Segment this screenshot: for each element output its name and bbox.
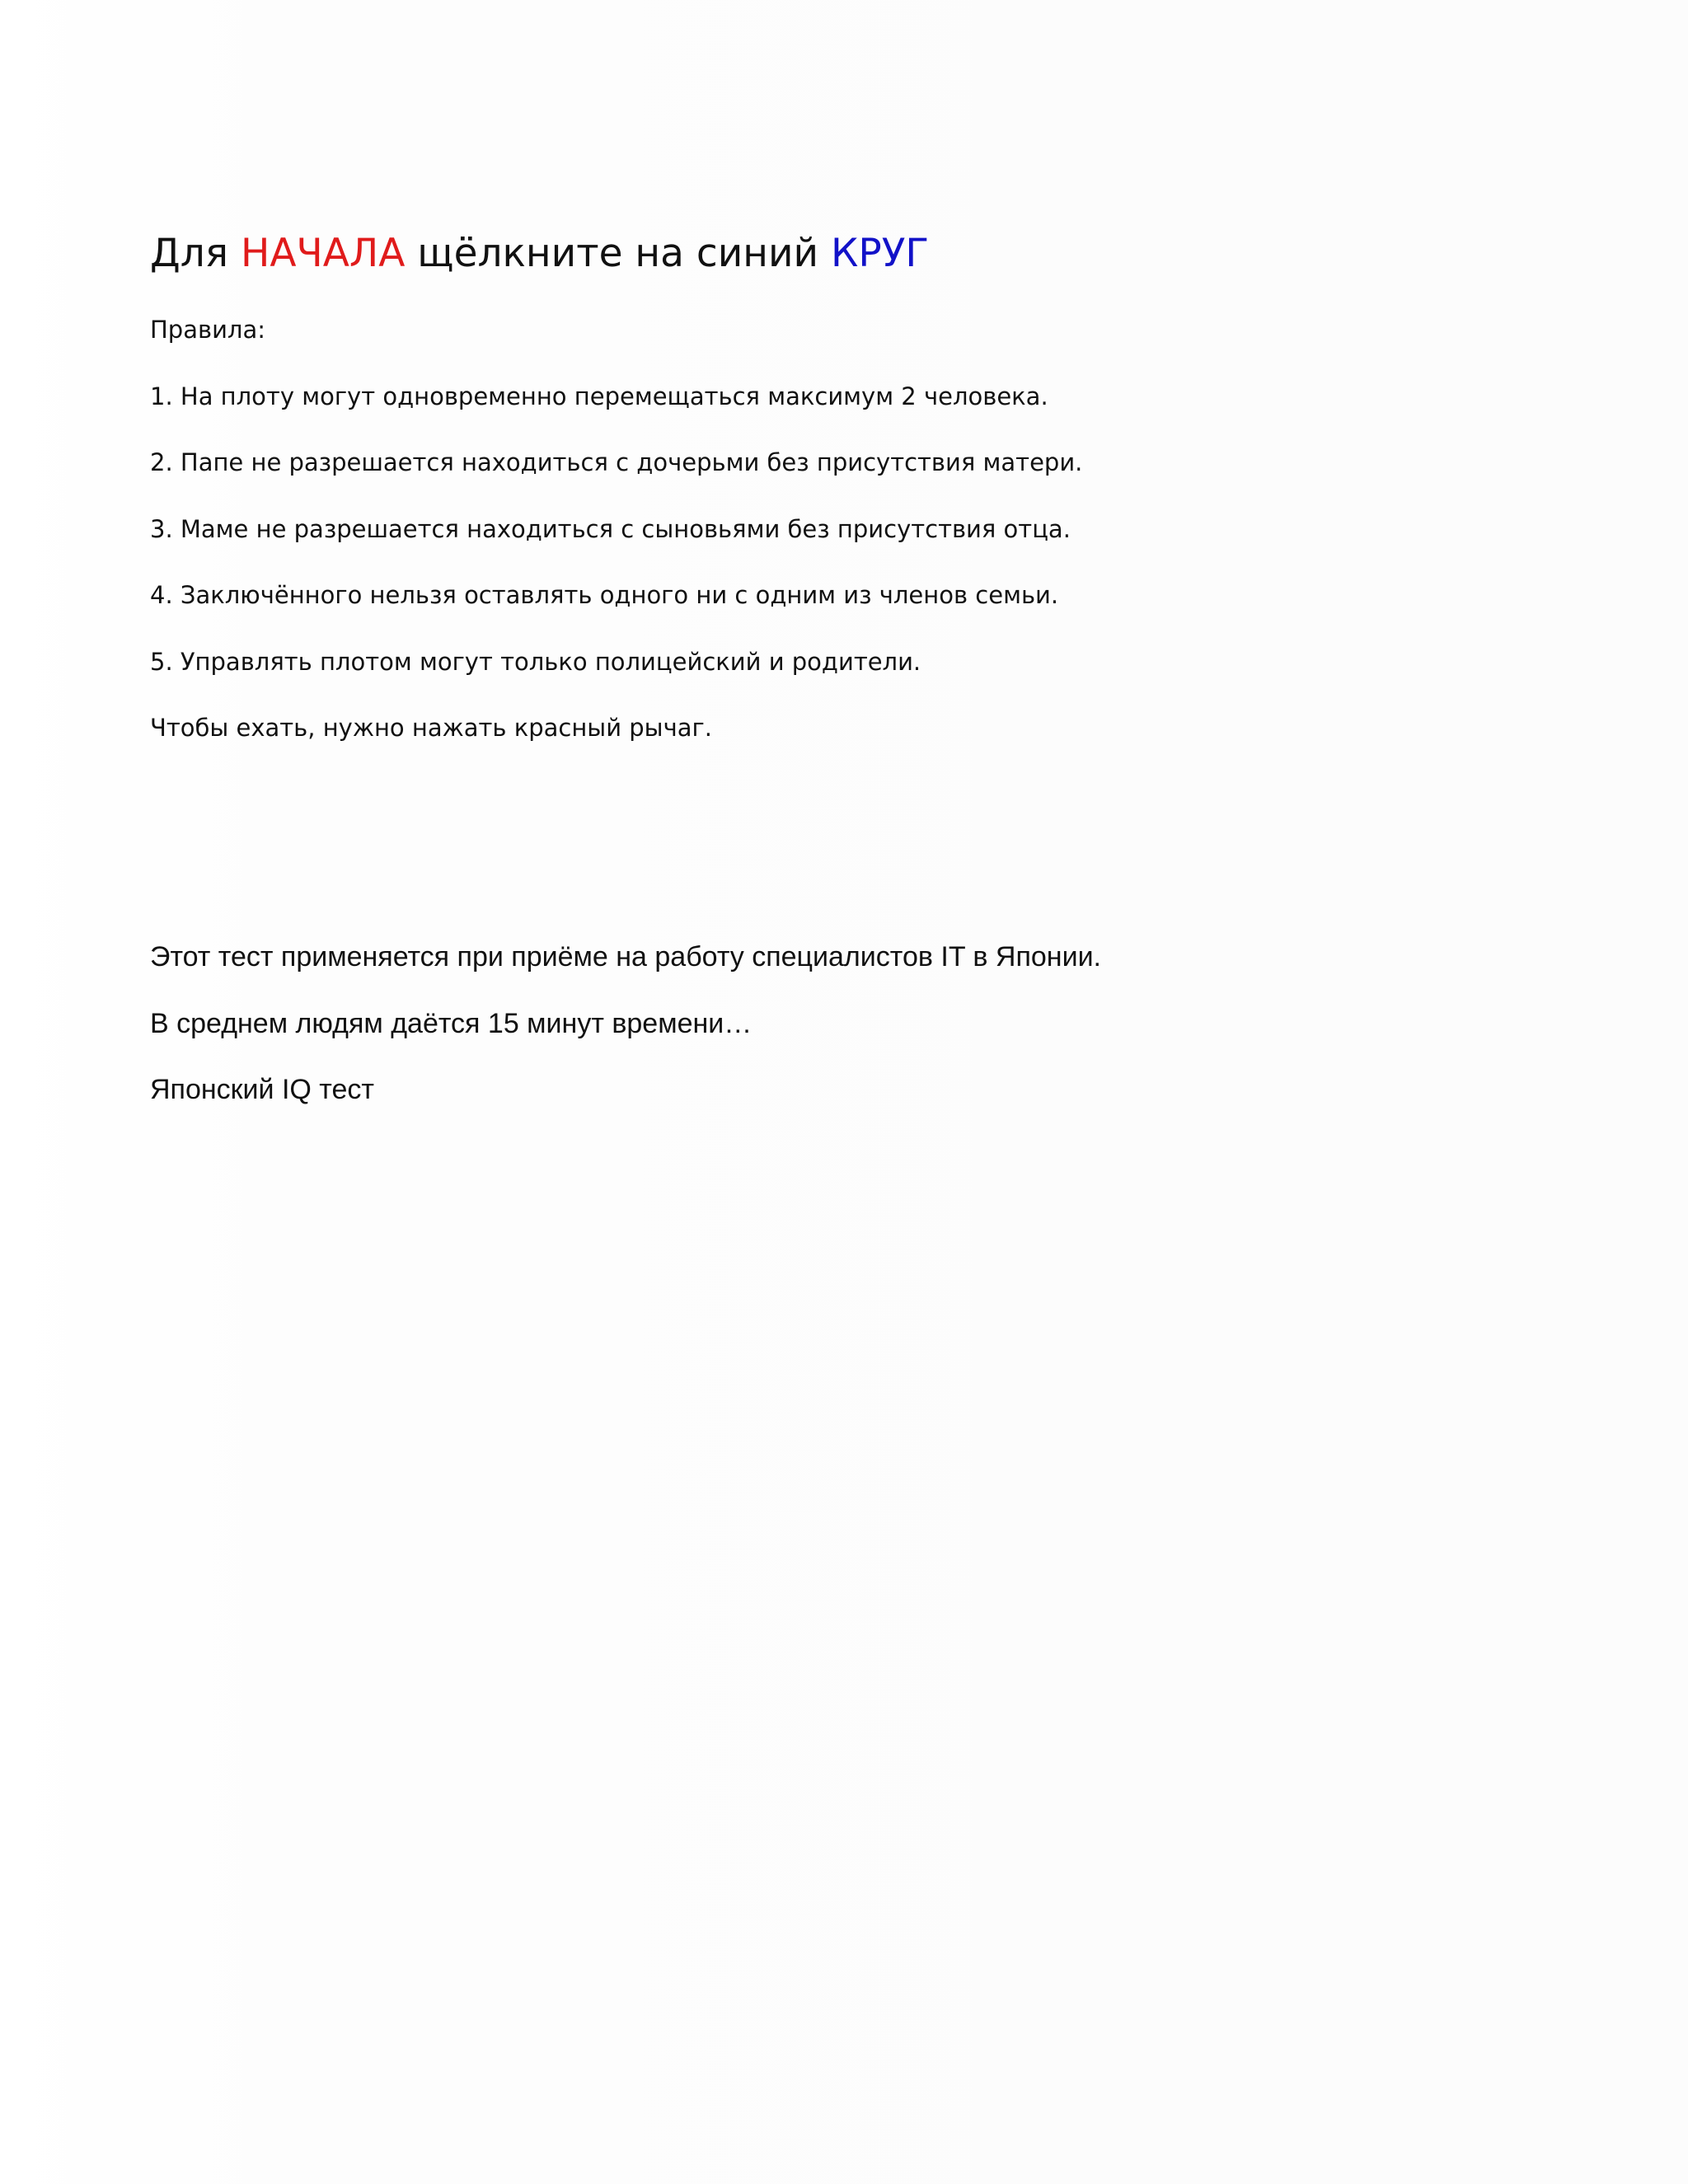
rules-title: Правила: xyxy=(150,316,266,344)
rule-item-3: 3. Маме не разрешается находиться с сыновьями без присутствия отца. xyxy=(150,514,1071,543)
title-part-2: щёлкните на синий xyxy=(405,231,832,276)
info-line-3: Японский IQ тест xyxy=(150,1074,374,1105)
page-title xyxy=(150,229,929,279)
info-block xyxy=(150,938,1101,1137)
rule-item-1: 1. На плоту могут одновременно перемещаться максимум 2 человека. xyxy=(150,382,1048,410)
rule-item-4: 4. Заключённого нельзя оставлять одного ни с одним из членов семьи. xyxy=(150,581,1059,609)
info-line-2: В среднем людям даётся 15 минут времени… xyxy=(150,1007,753,1039)
info-line-1: Этот тест применяется при приёме на работу специалистов IT в Японии. xyxy=(150,941,1102,972)
title-part-1: Для xyxy=(150,231,241,276)
rule-item-2: 2. Папе не разрешается находиться с дочерьми без присутствия матери. xyxy=(150,448,1083,476)
rules-list xyxy=(150,313,1082,778)
title-start-highlight: НАЧАЛА xyxy=(240,231,406,276)
title-circle-highlight: КРУГ xyxy=(831,231,930,276)
rules-footer: Чтобы ехать, нужно нажать красный рычаг. xyxy=(150,714,712,742)
rule-item-5: 5. Управлять плотом могут только полицейский и родители. xyxy=(150,647,921,676)
